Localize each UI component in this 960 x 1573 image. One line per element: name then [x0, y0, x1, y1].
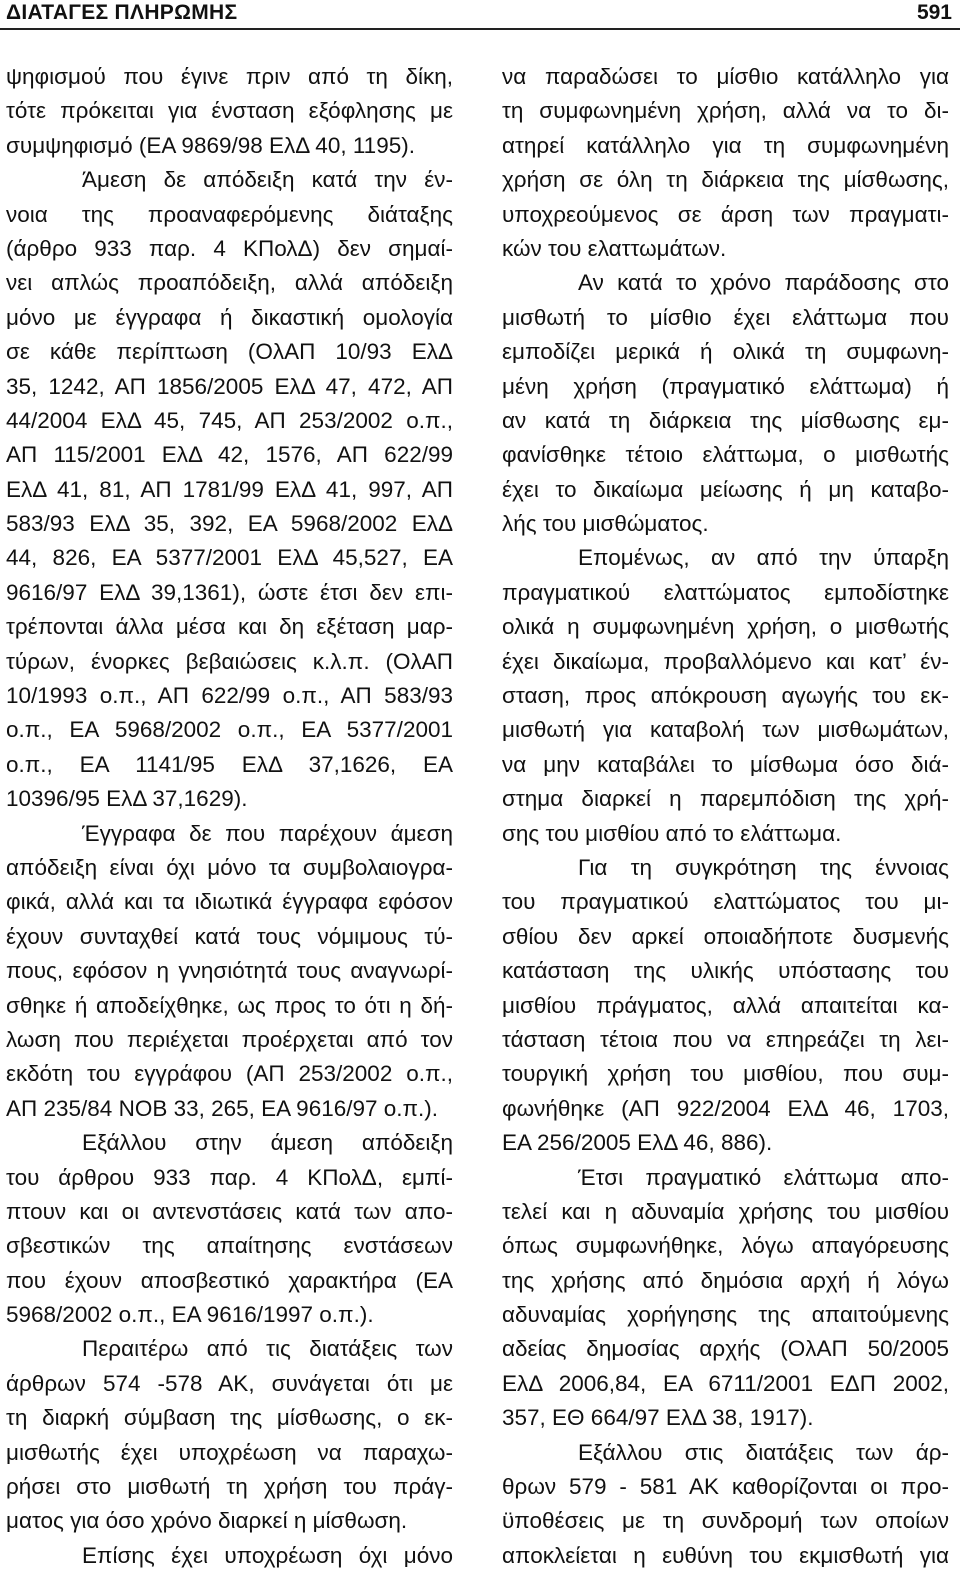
text-line: (άρθρο 933 παρ. 4 ΚΠολΔ) δεν σημαί- [6, 235, 453, 261]
text-line: σθίου δεν αρκεί οποιαδήποτε δυσμενής [502, 923, 949, 949]
text-line: χρήση σε όλη τη διάρκεια της μίσθωσης, [502, 167, 949, 193]
text-line: ρήσει στο μισθωτή τη χρήση του πράγ- [6, 1474, 453, 1500]
text-line: ΕλΔ 41, 81, ΑΠ 1781/99 ΕλΔ 41, 997, ΑΠ [6, 476, 453, 502]
text-line: τελεί και η αδυναμία χρήσης του μισθίου [502, 1198, 949, 1224]
text-line: τάσταση τέτοια που να επηρεάζει τη λει- [502, 1026, 949, 1052]
text-line: Εξάλλου στις διατάξεις των άρ- [578, 1439, 949, 1465]
text-line: 44/2004 ΕλΔ 45, 745, ΑΠ 253/2002 ο.π., [6, 407, 453, 433]
text-line: τη διαρκή σύμβαση της μίσθωσης, ο εκ- [6, 1405, 453, 1431]
text-line: του πραγματικού ελαττώματος του μι- [502, 889, 949, 915]
text-line: της χρήσης από δημόσια αρχή ή λόγω [502, 1267, 949, 1293]
running-head: ΔΙΑΤΑΓΕΣ ΠΛΗΡΩΜΗΣ [6, 1, 238, 24]
text-line: μισθωτή για καταβολή των μισθωμάτων, [502, 717, 949, 743]
text-line: νει απλώς προαπόδειξη, αλλά απόδειξη [6, 270, 453, 296]
text-line: σταση, προς απόκρουση αγωγής του εκ- [502, 683, 949, 709]
text-line: κών του ελαττωμάτων. [502, 235, 727, 261]
text-line: Επομένως, αν από την ύπαρξη [578, 545, 949, 571]
text-line: μόνο με έγγραφα ή δικαστική ομολογία [6, 304, 453, 330]
text-line: ΑΠ 115/2001 ΕλΔ 42, 1576, ΑΠ 622/99 [6, 442, 453, 468]
text-line: Περαιτέρω από τις διατάξεις των [82, 1336, 453, 1362]
text-line: Επίσης έχει υποχρέωση όχι μόνο [82, 1542, 453, 1568]
text-line: τη συμφωνημένη χρήση, αλλά να το δι- [502, 98, 949, 124]
text-line: Εξάλλου στην άμεση απόδειξη [82, 1130, 453, 1156]
text-line: σθηκε ή αποδείχθηκε, ως προς το ότι η δή- [6, 992, 453, 1018]
text-line: θρων 579 - 581 ΑΚ καθορίζονται οι προ- [502, 1474, 949, 1500]
text-line: φικά, αλλά και τα ιδιωτικά έγγραφα εφόσον [6, 889, 453, 915]
text-line: έχουν συνταχθεί κατά τους νόμιμους τύ- [6, 923, 453, 949]
text-line: λής του μισθώματος. [502, 511, 709, 537]
text-line: φανίσθηκε τέτοιο ελάττωμα, ο μισθωτής [502, 442, 949, 468]
text-line: τύρων, ένορκες βεβαιώσεις κ.λ.π. (ΟλΑΠ [6, 648, 453, 674]
text-line: μισθωτή το μίσθιο έχει ελάττωμα που [502, 304, 949, 330]
text-line: αποκλείεται η ευθύνη του εκμισθωτή για [502, 1542, 949, 1568]
text-line: ατηρεί κατάλληλο για τη συμφωνημένη [502, 132, 949, 158]
text-line: ολικά η συμφωνημένη χρήση, ο μισθωτής [502, 614, 949, 640]
text-line: 10396/95 ΕλΔ 37,1629). [6, 786, 248, 812]
text-line: έχει το δικαίωμα μείωσης ή μη καταβο- [502, 476, 949, 502]
text-line: 10/1993 ο.π., ΑΠ 622/99 ο.π., ΑΠ 583/93 [6, 683, 453, 709]
text-line: Έγγραφα δε που παρέχουν άμεση [82, 820, 453, 846]
text-line: του άρθρου 933 παρ. 4 ΚΠολΔ, εμπί- [6, 1164, 453, 1190]
text-line: να μην καταβάλει το μίσθωμα όσο διά- [502, 751, 949, 777]
text-line: νοια της προαναφερόμενης διάταξης [6, 201, 453, 227]
text-line: 44, 826, ΕΑ 5377/2001 ΕλΔ 45,527, ΕΑ [6, 545, 453, 571]
text-line: εμποδίζει μερικά ή ολικά τη συμφωνη- [502, 339, 949, 365]
text-line: μισθωτής έχει υποχρέωση να παραχω- [6, 1439, 453, 1465]
text-line: ο.π., ΕΑ 1141/95 ΕλΔ 37,1626, ΕΑ [6, 751, 453, 777]
text-line: μισθίου πράγματος, αλλά απαιτείται κα- [502, 992, 949, 1018]
text-line: 9616/97 ΕλΔ 39,1361), ώστε έτσι δεν επι- [6, 579, 453, 605]
text-line: αδυναμίας χορήγησης της απαιτούμενης [502, 1302, 949, 1328]
text-line: αν κατά τη διάρκεια της μίσθωσης εμ- [502, 407, 949, 433]
text-line: Έτσι πραγματικό ελάττωμα απο- [578, 1164, 949, 1190]
text-line: τότε πρόκειται για ένσταση εξόφλησης με [6, 98, 453, 124]
text-line: Άμεση δε απόδειξη κατά την έν- [82, 167, 453, 193]
right-text-column [502, 60, 949, 1573]
text-line: Για τη συγκρότηση της έννοιας [578, 854, 949, 880]
text-line: 5968/2002 ο.π., ΕΑ 9616/1997 ο.π.). [6, 1302, 374, 1328]
text-line: πτουν και οι αντενστάσεις κατά των απο- [6, 1198, 453, 1224]
text-line: σης του μισθίου από το ελάττωμα. [502, 820, 842, 846]
left-text-column [6, 60, 453, 1573]
text-line: στημα διαρκεί η παρεμπόδιση της χρή- [502, 786, 949, 812]
page-header [0, 0, 960, 30]
text-line: εκδότη του εγγράφου (ΑΠ 253/2002 ο.π., [6, 1061, 453, 1087]
text-line: πραγματικού ελαττώματος εμποδίστηκε [502, 579, 949, 605]
text-line: τουργική χρήση του μισθίου, που συμ- [502, 1061, 949, 1087]
text-line: σβεστικών της απαίτησης ενστάσεων [6, 1233, 453, 1259]
text-line: που έχουν αποσβεστικό χαρακτήρα (ΕΑ [6, 1267, 453, 1293]
text-line: μένη χρήση (πραγματικό ελάττωμα) ή [502, 373, 949, 399]
text-line: φωνήθηκε (ΑΠ 922/2004 ΕλΔ 46, 1703, [502, 1095, 949, 1121]
text-line: πους, εφόσον η γνησιότητά τους αναγνωρί- [6, 958, 453, 984]
text-line: 35, 1242, ΑΠ 1856/2005 ΕλΔ 47, 472, ΑΠ [6, 373, 453, 399]
text-line: συμψηφισμό (ΕΑ 9869/98 ΕλΔ 40, 1195). [6, 132, 415, 158]
text-line: αδείας δημοσίας αρχής (ΟλΑΠ 50/2005 [502, 1336, 949, 1362]
text-line: ΑΠ 235/84 ΝΟΒ 33, 265, ΕΑ 9616/97 ο.π.). [6, 1095, 439, 1121]
text-line: υποχρεούμενος σε άρση των πραγματι- [502, 201, 949, 227]
text-line: ψηφισμού που έγινε πριν από τη δίκη, [6, 64, 453, 89]
text-line: Αν κατά το χρόνο παράδοσης στο [578, 270, 949, 296]
text-line: τρέπονται άλλα μέσα και δη εξέταση μαρ- [6, 614, 453, 640]
text-line: λωση που περιέχεται προέρχεται από τον [6, 1026, 453, 1052]
text-line: άρθρων 574 -578 ΑΚ, συνάγεται ότι με [6, 1370, 453, 1396]
text-line: όπως συμφωνήθηκε, λόγω απαγόρευσης [502, 1233, 949, 1259]
text-line: 583/93 ΕλΔ 35, 392, ΕΑ 5968/2002 ΕλΔ [6, 511, 453, 537]
text-line: ΕλΔ 2006,84, ΕΑ 6711/2001 ΕΔΠ 2002, [502, 1370, 949, 1396]
text-line: 357, ΕΘ 664/97 ΕλΔ 38, 1917). [502, 1405, 814, 1431]
text-line: έχει δικαίωμα, προβαλλόμενο και κατ’ έν- [502, 648, 949, 674]
text-line: ΕΑ 256/2005 ΕλΔ 46, 886). [502, 1130, 773, 1156]
text-line: σε κάθε περίπτωση (ΟλΑΠ 10/93 ΕλΔ [6, 339, 453, 365]
text-line: ο.π., ΕΑ 5968/2002 ο.π., ΕΑ 5377/2001 [6, 717, 453, 743]
text-line: ματος για όσο χρόνο διαρκεί η μίσθωση. [6, 1508, 408, 1534]
text-line: απόδειξη είναι όχι μόνο τα συμβολαιογρα- [6, 854, 453, 880]
text-line: να παραδώσει το μίσθιο κατάλληλο για [502, 64, 949, 89]
text-line: κατάσταση της υλικής υπόστασης του [502, 958, 949, 984]
text-line: ϋποθέσεις με τη συνδρομή των οποίων [502, 1508, 949, 1534]
page-number: 591 [916, 1, 952, 24]
